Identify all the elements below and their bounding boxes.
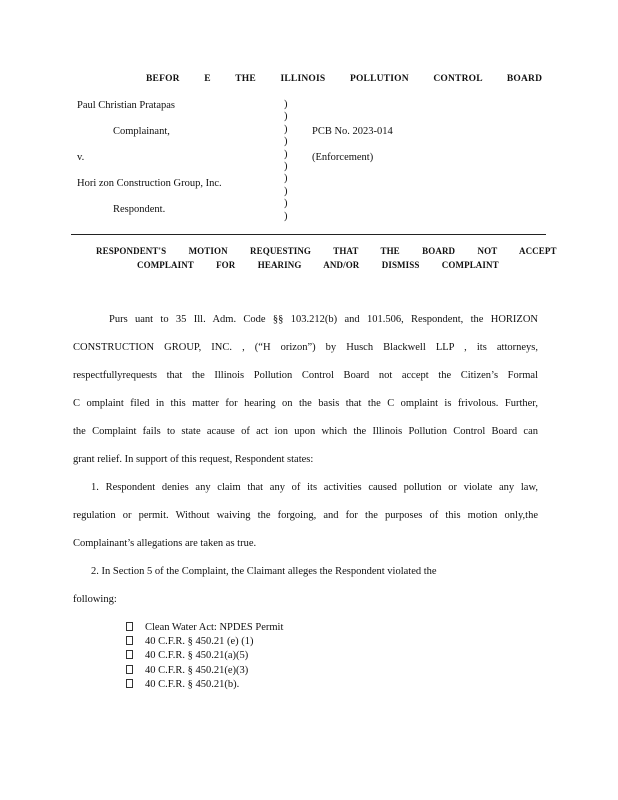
- bullet-box-icon: [126, 636, 133, 645]
- body-line: 2. In Section 5 of the Complaint, the Claimant alleges the Respondent violated the: [91, 566, 437, 577]
- paren-mark: ): [284, 99, 288, 110]
- bullet-box-icon: [126, 665, 133, 674]
- body-line: following:: [73, 594, 117, 605]
- motion-body: [73, 306, 538, 614]
- complainant-name: Paul Christian Pratapas: [77, 100, 175, 111]
- motion-title-line-1: RESPONDENT'S MOTION REQUESTING THAT THE BOARD NOT ACCEPT: [96, 246, 557, 256]
- list-item: [126, 664, 283, 678]
- paren-mark: ): [284, 111, 288, 123]
- paren-mark: ): [284, 210, 288, 222]
- paren-mark: ): [284, 198, 288, 210]
- body-line: CONSTRUCTION GROUP, INC. , (“H orizon”) by Husch Blackwell LLP , its attorneys,: [73, 342, 538, 353]
- paren-mark: ): [284, 136, 288, 148]
- list-item-text: 40 C.F.R. § 450.21 (e) (1): [145, 636, 254, 648]
- respondent-role: Respondent.: [113, 204, 166, 215]
- list-item: [126, 635, 283, 649]
- paren-mark: ): [284, 148, 288, 160]
- body-line: regulation or permit. Without waiving the forgoing, and for the purposes of this motion only,the: [73, 510, 538, 521]
- bullet-box-icon: [126, 679, 133, 688]
- bullet-box-icon: [126, 650, 133, 659]
- paren-mark: ): [284, 123, 288, 135]
- body-line: C omplaint filed in this matter for hearing on the basis that the C omplaint is frivolous. Further,: [73, 398, 538, 409]
- list-item: [126, 621, 283, 635]
- list-item-text: 40 C.F.R. § 450.21(a)(5): [145, 650, 249, 662]
- list-item-text: 40 C.F.R. § 450.21(b).: [145, 678, 240, 690]
- body-line: Complainant’s allegations are taken as true.: [73, 538, 257, 549]
- violations-list: [126, 621, 283, 692]
- tribunal-heading: BEFOR E THE ILLINOIS POLLUTION CONTROL BOARD: [146, 74, 543, 84]
- body-line: Purs uant to 35 Ill. Adm. Code §§ 103.212(b) and 101.506, Respondent, the HORIZON: [109, 314, 538, 325]
- body-line: respectfullyrequests that the Illinois Pollution Control Board not accept the Citizen’s Formal: [73, 370, 538, 381]
- body-line: the Complaint fails to state acause of act ion upon which the Illinois Pollution Control Board can: [73, 426, 538, 437]
- paren-mark: ): [284, 173, 288, 185]
- versus-label: v.: [77, 152, 85, 163]
- motion-title-line-2: COMPLAINT FOR HEARING AND/OR DISMISS COMPLAINT: [137, 260, 499, 270]
- respondent-name: Hori zon Construction Group, Inc.: [77, 178, 222, 189]
- caption-divider: [71, 234, 546, 235]
- body-line: 1. Respondent denies any claim that any of its activities caused pollution or violate any law,: [91, 482, 538, 493]
- bullet-box-icon: [126, 622, 133, 631]
- caption-bracket: [284, 99, 288, 223]
- case-type: (Enforcement): [312, 152, 374, 163]
- body-line: grant relief. In support of this request, Respondent states:: [73, 454, 314, 465]
- case-number: PCB No. 2023-014: [312, 126, 393, 137]
- list-item-text: 40 C.F.R. § 450.21(e)(3): [145, 664, 249, 676]
- complainant-role: Complainant,: [113, 126, 170, 137]
- paren-mark: ): [284, 161, 288, 173]
- list-item: [126, 649, 283, 663]
- list-item-text: Clean Water Act: NPDES Permit: [145, 622, 284, 633]
- list-item: [126, 678, 283, 692]
- paren-mark: ): [284, 185, 288, 197]
